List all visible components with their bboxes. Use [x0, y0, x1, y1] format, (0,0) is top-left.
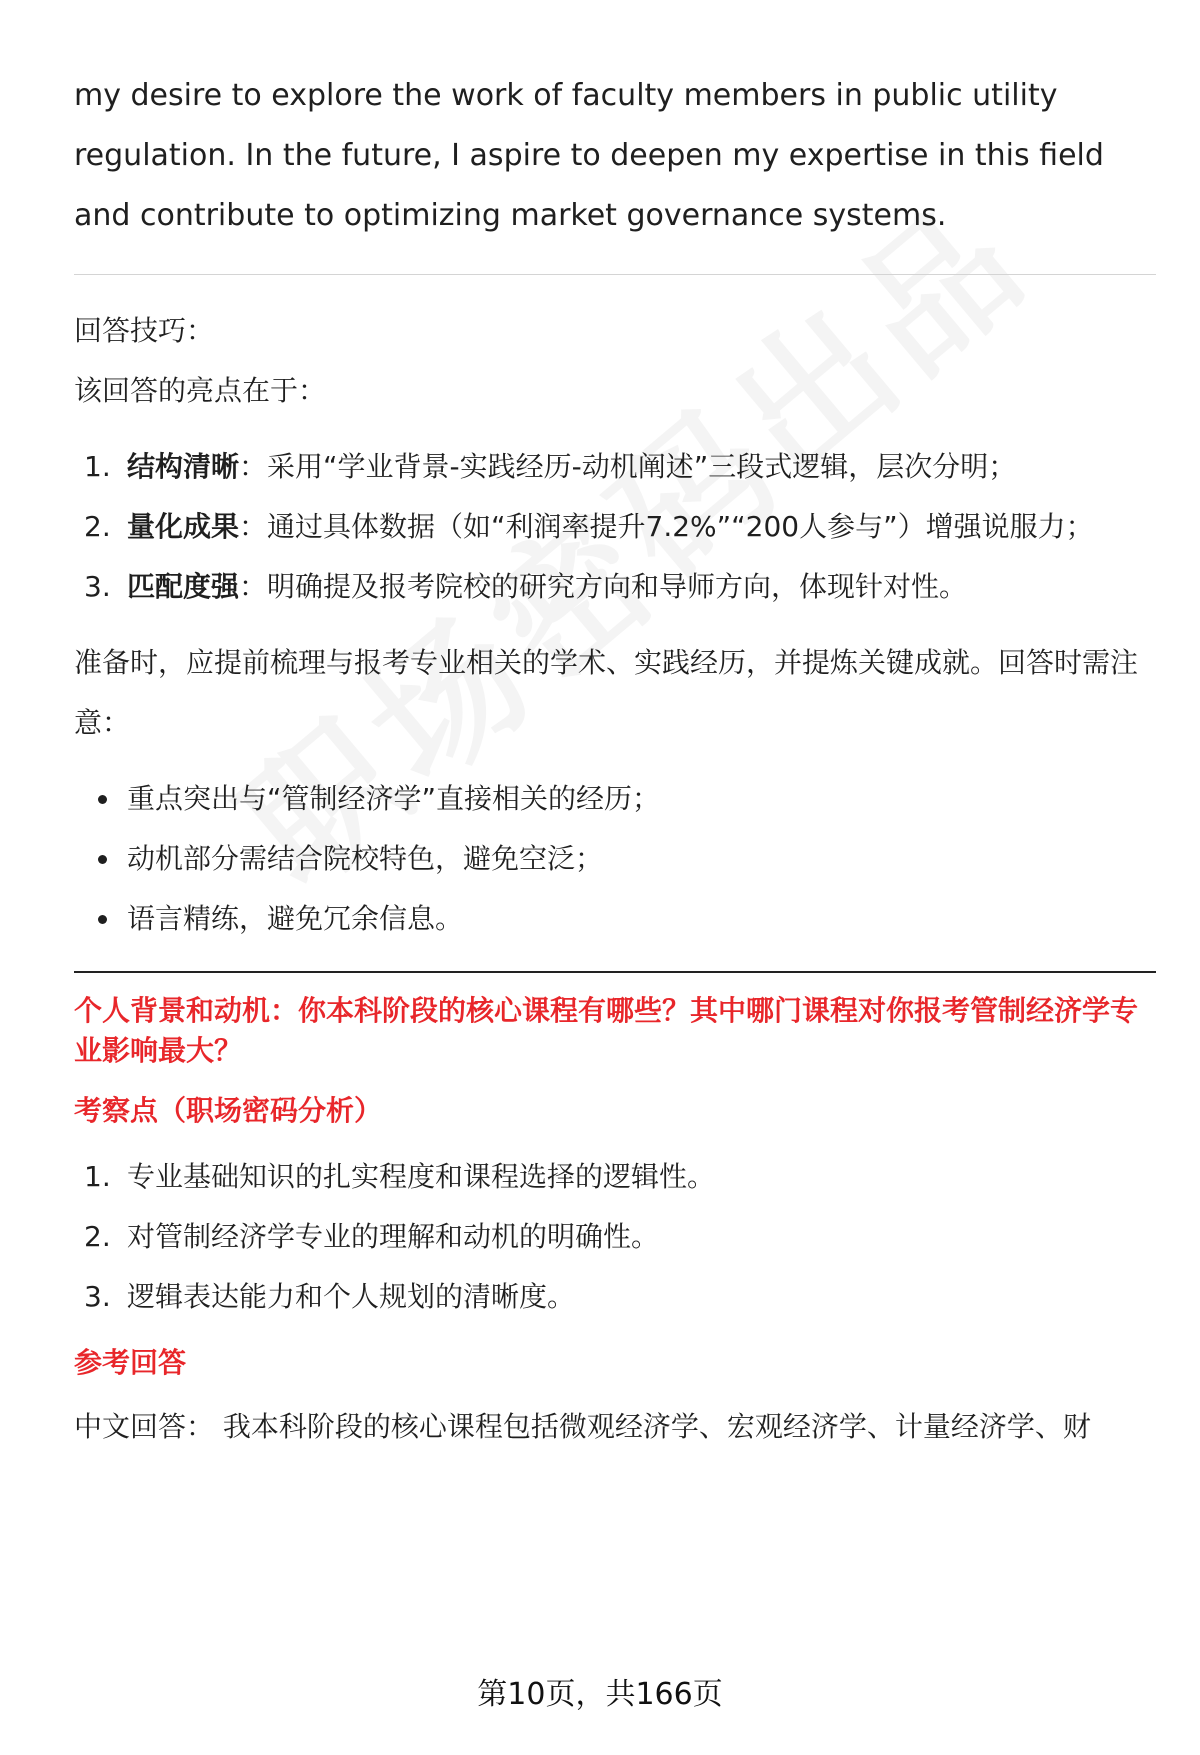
list-item	[74, 889, 1156, 949]
bullet-icon	[98, 915, 107, 924]
answer-text: 我本科阶段的核心课程包括微观经济学、宏观经济学、计量经济学、财	[222, 1410, 1091, 1443]
bullet-icon	[98, 795, 107, 804]
focus-text: 逻辑表达能力和个人规划的清晰度。	[127, 1280, 576, 1313]
highlight-text: ：通过具体数据（如“利润率提升7.2%”“200人参与”）增强说服力；	[239, 510, 1094, 543]
list-item	[74, 1147, 1156, 1207]
focus-text: 专业基础知识的扎实程度和课程选择的逻辑性。	[127, 1160, 716, 1193]
bullet-text: 重点突出与“管制经济学”直接相关的经历；	[127, 782, 661, 815]
tips-heading: 回答技巧：	[74, 314, 215, 347]
list-item	[74, 829, 1156, 889]
list-number: 1.	[84, 450, 111, 483]
focus-text: 对管制经济学专业的理解和动机的明确性。	[127, 1220, 660, 1253]
bullet-icon	[98, 855, 107, 864]
answer-label: 中文回答：	[74, 1410, 215, 1443]
list-item	[74, 1267, 1156, 1327]
highlight-text: ：明确提及报考院校的研究方向和导师方向，体现针对性。	[239, 570, 968, 603]
notes-list	[74, 769, 1156, 949]
list-number: 1.	[84, 1160, 111, 1193]
question-title: 个人背景和动机：你本科阶段的核心课程有哪些？其中哪门课程对你报考管制经济学专业影响最大？	[74, 994, 1139, 1067]
highlight-term: 量化成果	[127, 510, 240, 543]
highlight-text: ：采用“学业背景-实践经历-动机阐述”三段式逻辑，层次分明；	[239, 450, 1017, 483]
highlight-term: 匹配度强	[127, 570, 240, 603]
list-item	[74, 1207, 1156, 1267]
list-item	[74, 557, 1156, 617]
page-content	[74, 66, 1156, 1457]
intro-paragraph: my desire to explore the work of faculty members in public utility regulation. In the future, I aspire to deepen my expertise in this field and contribute to optimizing market governance systems.	[74, 78, 1104, 233]
answer-heading: 参考回答	[74, 1346, 187, 1379]
highlights-list	[74, 437, 1156, 617]
divider	[74, 274, 1156, 275]
list-item	[74, 769, 1156, 829]
focus-list	[74, 1147, 1156, 1327]
highlight-term: 结构清晰	[127, 450, 240, 483]
focus-heading: 考察点（职场密码分析）	[74, 1094, 383, 1127]
list-number: 3.	[84, 570, 111, 603]
list-number: 2.	[84, 510, 111, 543]
list-number: 2.	[84, 1220, 111, 1253]
tips-subheading: 该回答的亮点在于：	[74, 374, 327, 407]
section-divider	[74, 971, 1156, 973]
answer-paragraph	[74, 1397, 1156, 1457]
prep-paragraph: 准备时，应提前梳理与报考专业相关的学术、实践经历，并提炼关键成就。回答时需注意：	[74, 646, 1139, 739]
list-item	[74, 497, 1156, 557]
list-item	[74, 437, 1156, 497]
bullet-text: 语言精练，避免冗余信息。	[127, 902, 464, 935]
page-number: 第10页，共166页	[477, 1677, 723, 1712]
list-number: 3.	[84, 1280, 111, 1313]
bullet-text: 动机部分需结合院校特色，避免空泛；	[127, 842, 604, 875]
